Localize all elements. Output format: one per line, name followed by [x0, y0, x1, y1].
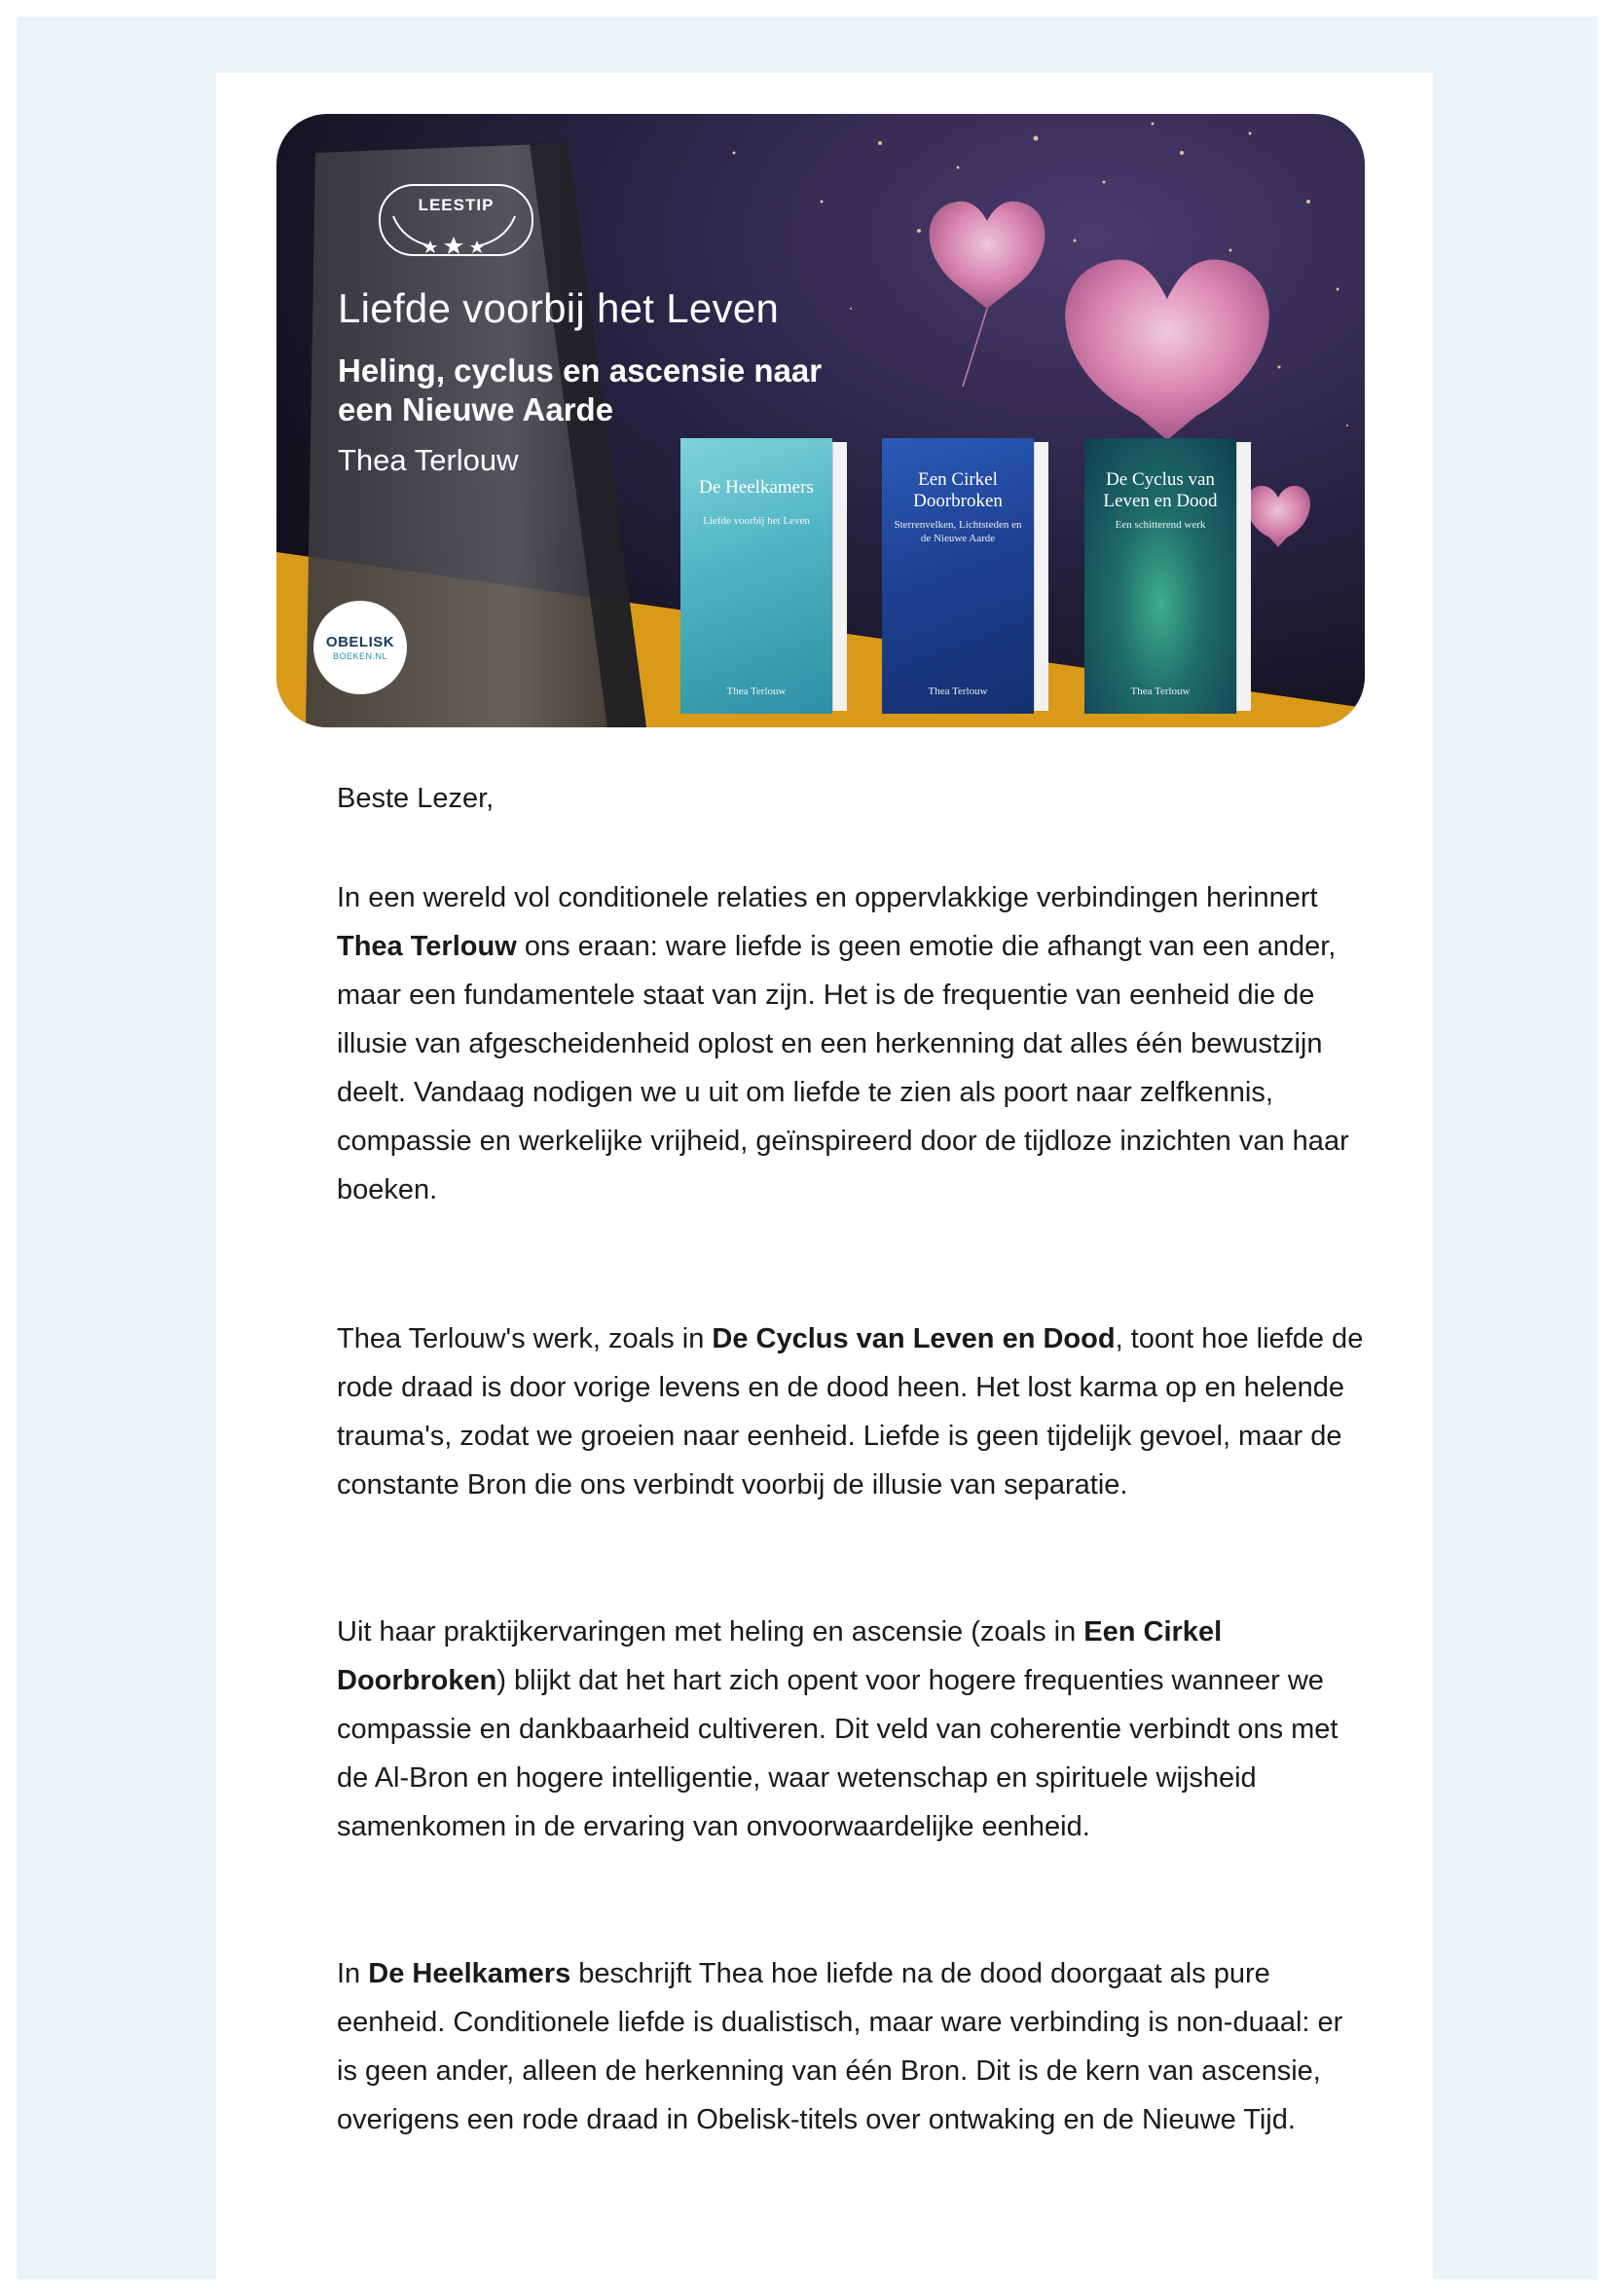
paragraph-text: In een wereld vol conditionele relaties en oppervlakkige verbindingen herinnert — [337, 882, 1318, 913]
book-pages — [1034, 442, 1048, 711]
paragraph-text: , toont hoe liefde de rode draad is door vorige levens en de dood heen. Het lost karma op en helende trauma's, zodat we groeien naar eenheid. Liefde is geen tijdelijk gevoel, maar de constante Bron die ons verbindt voorbij de illusie van separatie. — [337, 1323, 1364, 1500]
book-cover-heelkamers[interactable] — [680, 438, 832, 714]
logo-subtext: BOEKEN.NL — [332, 651, 388, 661]
paragraph-text: In — [337, 1958, 369, 1989]
greeting — [337, 774, 1369, 823]
logo-text: OBELISK — [325, 634, 395, 650]
greeting-prefix: Beste — [337, 783, 418, 814]
paragraph-text: beschrijft Thea hoe liefde na de dood doorgaat als pure eenheid. Conditionele liefde is dualistisch, maar ware verbinding is non-duaal: er is geen ander, alleen de herkenning van één Bron. Dit is de kern van ascensie, overigens een rode draad in Obelisk-titels over ontwaking en de Nieuwe Tijd. — [337, 1958, 1343, 2135]
book-subtitle: Liefde voorbij het Leven — [703, 515, 810, 527]
book-title: De Heelkamers — [699, 477, 814, 498]
book-title-reference: Een Cirkel Doorbroken — [337, 1616, 1223, 1696]
banner-title: Liefde voorbij het Leven — [338, 285, 780, 331]
paragraph-text: ) blijkt dat het hart zich opent voor hogere frequenties wanneer we compassie en dankbaarheid cultiveren. Dit veld van coherentie verbindt ons met de Al-Bron en hogere intelligentie, waar wetenschap en spirituele wijsheid samenkomen in de ervaring van onvoorwaardelijke eenheid. — [337, 1665, 1339, 1842]
email-background — [17, 17, 1597, 2279]
author-name: Thea Terlouw — [337, 931, 517, 962]
paragraph-1 — [337, 873, 1369, 1214]
book-title-reference: De Cyclus van Leven en Dood — [712, 1323, 1116, 1354]
banner-author: Thea Terlouw — [338, 443, 519, 477]
book-author: Thea Terlouw — [726, 685, 787, 697]
book-subtitle: Een schitterend werk — [1115, 519, 1206, 531]
book-pages — [1236, 442, 1251, 711]
email-card — [216, 73, 1433, 2296]
book-cover-cyclus-leven-dood[interactable] — [1084, 438, 1236, 714]
paragraph-text: ons eraan: ware liefde is geen emotie die afhangt van een ander, maar een fundamentele staat van zijn. Het is de frequentie van eenheid die de illusie van afgescheidenheid oplost en een herkenning dat alles één bewustzijn deelt. Vandaag nodigen we u uit om liefde te zien als poort naar zelfkennis, compassie en werkelijke vrijheid, geïnspireerd door de tijdloze inzichten van haar boeken. — [337, 931, 1349, 1205]
paragraph-2 — [337, 1315, 1369, 1509]
obelisk-logo[interactable] — [313, 601, 407, 694]
leestip-label: LEESTIP — [418, 196, 495, 214]
heart-balloon-icon — [930, 202, 1045, 387]
book-author: Thea Terlouw — [928, 685, 988, 697]
header-banner[interactable] — [276, 114, 1365, 727]
book-subtitle: Sterrenvelken, Lichtsteden en de Nieuwe Aarde — [894, 519, 1022, 544]
book-title: Een Cirkel Doorbroken — [913, 469, 1003, 511]
greeting-suffix: , — [486, 783, 495, 814]
paragraph-text: Thea Terlouw's werk, zoals in — [337, 1323, 713, 1354]
banner-subtitle: Heling, cyclus en ascensie naar een Nieuwe Aarde — [338, 352, 823, 427]
leestip-badge — [379, 184, 533, 256]
book-title: De Cyclus van Leven en Dood — [1103, 469, 1218, 511]
paragraph-text: Uit haar praktijkervaringen met heling en ascensie (zoals in — [337, 1616, 1084, 1648]
heart-balloon-icon — [1246, 486, 1310, 547]
paragraph-4 — [337, 1949, 1369, 2144]
book-cover-een-cirkel-doorbroken[interactable] — [882, 438, 1034, 714]
book-author: Thea Terlouw — [1130, 685, 1191, 697]
paragraph-3 — [337, 1608, 1369, 1851]
book-pages — [832, 442, 847, 711]
greeting-name: Lezer — [417, 783, 487, 814]
book-title-reference: De Heelkamers — [368, 1958, 571, 1989]
